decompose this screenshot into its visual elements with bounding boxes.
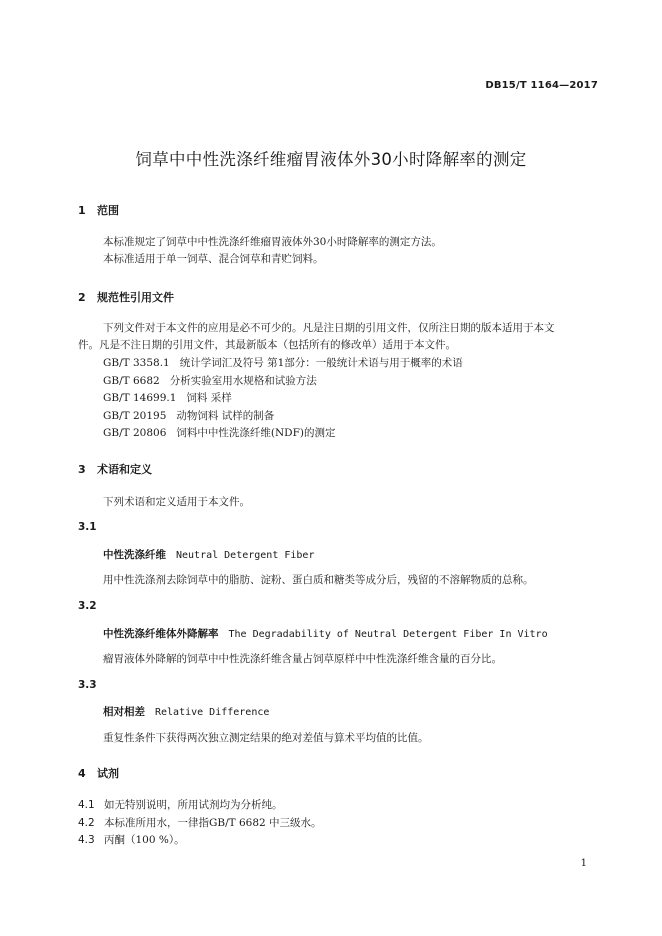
item-number: 4.2 [78, 817, 95, 829]
term-chinese: 中性洗涤纤维体外降解率 [103, 628, 219, 640]
standard-code: DB15/T 1164—2017 [485, 80, 598, 91]
reference-code: GB/T 20195 [103, 410, 167, 422]
term-english: Relative Difference [155, 707, 270, 718]
term-definition: 用中性洗涤剂去除饲草中的脂肪、淀粉、蛋白质和糖类等成分后，残留的不溶解物质的总称。 [103, 574, 534, 586]
term-definition: 重复性条件下获得两次独立测定结果的绝对差值与算术平均值的比值。 [103, 732, 429, 744]
term-english: Neutral Detergent Fiber [176, 550, 315, 561]
section-title: 范围 [97, 204, 119, 217]
item-text: 丙酮（100 %）。 [104, 834, 185, 846]
term-number: 3.3 [78, 679, 97, 691]
section-number: 1 [78, 204, 86, 217]
reference-code: GB/T 14699.1 [103, 392, 177, 404]
paragraph: 本标准适用于单一饲草、混合饲草和青贮饲料。 [103, 253, 324, 265]
section-title: 试剂 [97, 767, 119, 780]
term-number: 3.1 [78, 521, 97, 533]
document-title: 饲草中中性洗涤纤维瘤胃液体外30小时降解率的测定 [135, 150, 527, 169]
item-number: 4.1 [78, 799, 95, 811]
reference-title: 动物饲料 试样的制备 [176, 410, 275, 422]
reagent-item [78, 797, 283, 812]
item-text: 本标准所用水，一律指GB/T 6682 中三级水。 [104, 817, 322, 829]
paragraph: 下列术语和定义适用于本文件。 [103, 496, 250, 508]
reference-item [103, 390, 232, 405]
section-heading-terms [78, 461, 152, 477]
paragraph: 件。凡是不注日期的引用文件，其最新版本（包括所有的修改单）适用于本文件。 [78, 339, 456, 351]
reference-code: GB/T 20806 [103, 427, 167, 439]
term-heading [103, 704, 269, 719]
section-heading-normative-references [78, 289, 174, 305]
reagent-item [78, 832, 185, 847]
term-definition: 瘤胃液体外降解的饲草中中性洗涤纤维含量占饲草原样中中性洗涤纤维含量的百分比。 [103, 653, 502, 665]
section-heading-scope [78, 202, 119, 218]
section-number: 3 [78, 463, 86, 476]
reference-item [103, 408, 274, 423]
reference-title: 分析实验室用水规格和试验方法 [169, 375, 317, 387]
paragraph: 下列文件对于本文件的应用是必不可少的。凡是注日期的引用文件，仅所注日期的版本适用于本文 [103, 322, 555, 334]
term-number: 3.2 [78, 600, 97, 612]
section-title: 术语和定义 [97, 463, 152, 476]
term-chinese: 相对相差 [103, 706, 145, 718]
section-number: 4 [78, 767, 86, 780]
reference-title: 饲料 采样 [186, 392, 232, 404]
reference-code: GB/T 3358.1 [103, 357, 170, 369]
item-number: 4.3 [78, 834, 95, 846]
section-heading-reagents [78, 765, 119, 781]
section-title: 规范性引用文件 [97, 291, 174, 304]
term-heading [103, 626, 548, 641]
term-heading [103, 547, 314, 562]
reference-title: 饲料中中性洗涤纤维(NDF)的测定 [176, 427, 336, 439]
term-english: The Degradability of Neutral Detergent Fiber In Vitro [228, 629, 548, 640]
term-chinese: 中性洗涤纤维 [103, 549, 166, 561]
section-number: 2 [78, 291, 86, 304]
reference-item [103, 355, 463, 370]
paragraph: 本标准规定了饲草中中性洗涤纤维瘤胃液体外30小时降解率的测定方法。 [103, 236, 442, 248]
reference-title: 统计学词汇及符号 第1部分：一般统计术语与用于概率的术语 [179, 357, 463, 369]
reference-item [103, 425, 335, 440]
reference-code: GB/T 6682 [103, 375, 160, 387]
reference-item [103, 373, 317, 388]
item-text: 如无特别说明，所用试剂均为分析纯。 [104, 799, 283, 811]
reagent-item [78, 815, 322, 830]
page-number: 1 [580, 858, 587, 869]
